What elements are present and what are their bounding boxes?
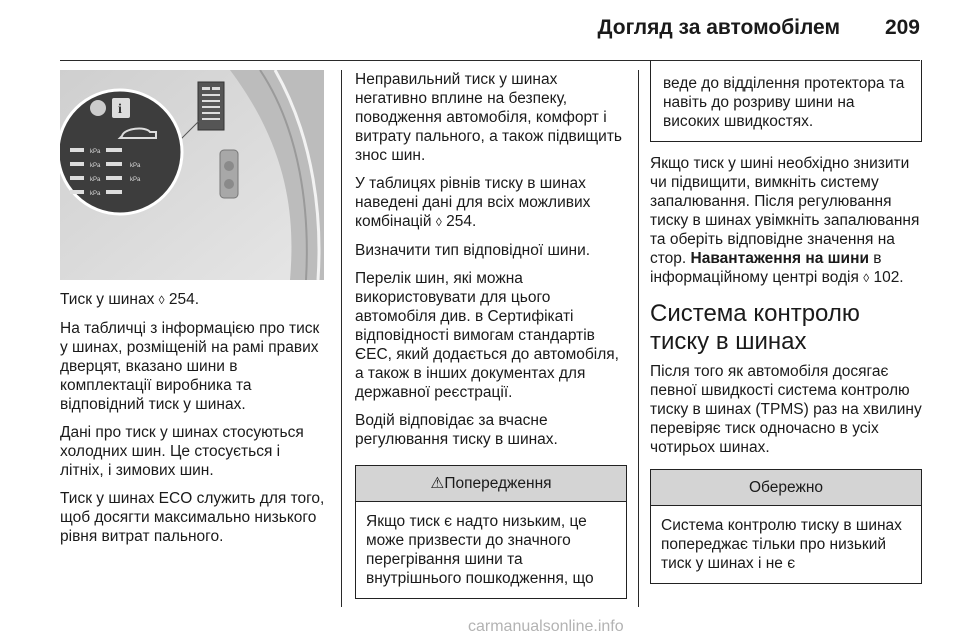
warning-icon: ⚠ <box>430 475 445 492</box>
column-divider-right <box>638 70 639 607</box>
kpa-label-4: kPa <box>90 191 101 197</box>
column-3 <box>650 70 922 584</box>
caution-text: Система контролю тиску в шинах попереджає тільки про низький тиск у шинах і не є <box>661 517 902 572</box>
paragraph-cold-tires: Дані про тиск у шинах стосуються холодних шин. Це стосується і літніх, і зимових шин. <box>60 424 304 479</box>
paragraph-driver-responsibility: Водій відповідає за вчасне регулювання тиску в шинах. <box>355 412 558 448</box>
kpa-label-6: kPa <box>130 177 141 183</box>
paragraph-adjust-pressure: Якщо тиск у шині необхідно знизити чи підвищити, вимкніть систему запалювання. Після регулювання тиску в шинах увімкніть запалювання та оберіть відповідне значення на стор. Навантаження на шини в інформаційному центрі водія ◊ 102. <box>650 155 920 286</box>
menu-item-tire-load: Навантаження на шини <box>690 250 869 267</box>
warning-box <box>355 465 627 599</box>
paragraph-pressure-tables: У таблицях рівнів тиску в шинах наведені дані для всіх можливих комбінацій ◊ 254. <box>355 175 591 230</box>
watermark-footer: carmanualsonline.info <box>468 618 624 635</box>
page-ref-icon: ◊ <box>158 293 165 307</box>
caution-box-header: Обережно <box>651 470 921 506</box>
page-ref-icon: ◊ <box>863 271 870 285</box>
paragraph-tpms-description: Після того як автомобіля досягає певної швидкості система контролю тиску в шинах (TPMS) раз на хвилину перевіряє тиск одночасно в усіх чотирьох шинах. <box>650 363 922 456</box>
paragraph-incorrect-pressure: Неправильний тиск у шинах негативно вплине на безпеку, поводження автомобіля, комфорт і витрату пального, а також підвищить знос шин. <box>355 71 622 164</box>
paragraph-tire-list: Перелік шин, які можна використовувати для цього автомобіля див. в Сертифікаті відповідності вимогам стандартів ЄЕС, який додається до автомобіля, а також в інших документах для державної реєстрації. <box>355 270 619 401</box>
column-2 <box>355 70 627 599</box>
paragraph-eco-pressure: Тиск у шинах ECO служить для того, щоб досягти максимально низького рівня витрат пального. <box>60 490 325 545</box>
column-1 <box>60 70 328 555</box>
kpa-label-2: kPa <box>90 163 101 169</box>
column-divider-left <box>341 70 342 607</box>
warning-box-continued <box>650 60 922 142</box>
paragraph-label-location: На табличці з інформацією про тиск у шинах, розміщеній на рамі правих дверцят, вказано шини в комплектації виробника та відповідний тиск у шинах. <box>60 320 320 413</box>
svg-text:i: i <box>118 102 122 117</box>
kpa-label-1: kPa <box>90 149 101 155</box>
caution-box <box>650 469 922 584</box>
paragraph-tire-type: Визначити тип відповідної шини. <box>355 242 591 259</box>
page-ref-icon: ◊ <box>435 215 442 229</box>
paragraph-pressure-ref: Тиск у шинах ◊ 254. <box>60 291 200 308</box>
warning-title: Попередження <box>444 475 552 492</box>
section-heading-tpms: Система контролю тиску в шинах <box>650 300 860 355</box>
kpa-label-5: kPa <box>130 163 141 169</box>
warning-text: Якщо тиск є надто низьким, це може призвести до значного перегрівання шини та внутрішнього пошкодження, що <box>366 513 594 587</box>
page-number: 209 <box>884 16 920 39</box>
header-title: Догляд за автомобілем <box>597 16 840 39</box>
tire-pressure-label-illustration <box>60 70 324 280</box>
warning-box-header <box>356 466 626 502</box>
kpa-label-3: kPa <box>90 177 101 183</box>
warning-continued-text: веде до відділення протектора та навіть до розриву шини на високих швидкостях. <box>663 75 905 130</box>
